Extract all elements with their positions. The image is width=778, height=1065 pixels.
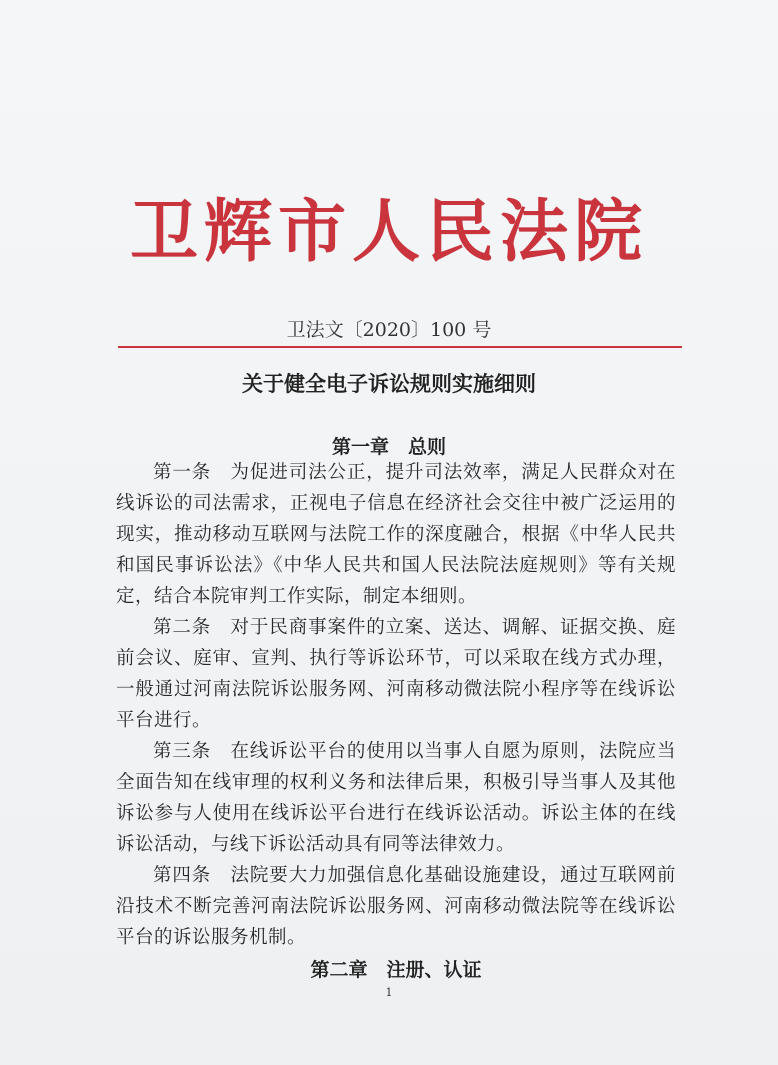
- document-number: 卫法文〔2020〕100 号: [286, 319, 492, 341]
- article-2: 第二条 对于民商事案件的立案、送达、调解、证据交换、庭前会议、庭审、宣判、执行等诉讼环节，可以采取在线方式办理，一般通过河南法院诉讼服务网、河南移动微法院小程序等在线诉讼平台进行。: [116, 617, 676, 731]
- chapter-1-heading: 第一章 总则: [331, 436, 446, 458]
- article-3: 第三条 在线诉讼平台的使用以当事人自愿为原则，法院应当全面告知在线审理的权利义务和法律后果，积极引导当事人及其他诉讼参与人使用在线诉讼平台进行在线诉讼活动。诉讼主体的在线诉讼活动，与线下诉讼活动具有同等法律效力。: [116, 741, 676, 855]
- letterhead-court-name: 卫辉市人民法院: [129, 193, 648, 272]
- page-number: 1: [385, 986, 393, 999]
- letterhead-red-divider: [118, 346, 682, 348]
- article-4: 第四条 法院要大力加强信息化基础设施建设，通过互联网前沿技术不断完善河南法院诉讼服务网、河南移动微法院等在线诉讼平台的诉讼服务机制。: [116, 865, 676, 948]
- article-1: 第一条 为促进司法公正，提升司法效率，满足人民群众对在线诉讼的司法需求，正视电子信息在经济社会交往中被广泛运用的现实，推动移动互联网与法院工作的深度融合，根据《中华人民共和国民事诉讼法》《中华人民共和国人民法院法庭规则》等有关规定，结合本院审判工作实际，制定本细则。: [116, 462, 676, 607]
- document-body: [116, 457, 676, 982]
- chapter-2-heading: 第二章 注册、认证: [310, 959, 482, 981]
- document-title: 关于健全电子诉讼规则实施细则: [242, 372, 536, 396]
